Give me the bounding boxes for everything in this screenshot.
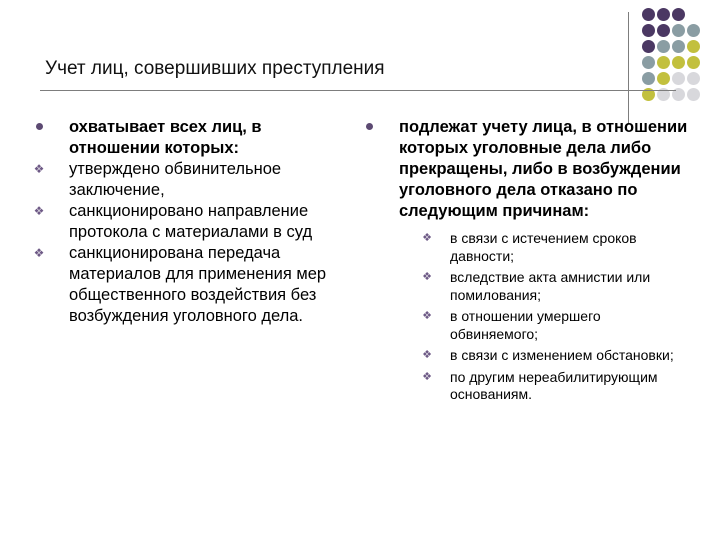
check-bullet-icon: ❖ [33,204,45,218]
check-bullet-icon: ❖ [422,232,432,244]
left-column [32,117,352,327]
reason-item [410,230,692,265]
left-item-text: санкционирована передача материалов для применения мер общественного воздействия без возбуждения уголовного дела. [69,244,327,325]
right-intro-text: подлежат учету лица, в отношении которых уголовные дела либо прекращены, либо в возбуждении уголовного дела отказано по следующим причинам: [399,118,688,220]
dot [657,56,670,69]
dot [657,72,670,85]
reason-text: в отношении умершего обвиняемого; [450,308,601,342]
circle-bullet-icon [32,117,46,138]
check-bullet-icon: ❖ [422,310,432,322]
dot [642,24,655,37]
left-item [32,243,352,327]
right-column [362,117,692,404]
left-intro [32,117,352,159]
dot [687,24,700,37]
circle-bullet-icon [362,117,376,138]
dot [672,56,685,69]
reason-item [410,347,692,365]
check-bullet-icon: ❖ [33,246,45,260]
reason-text: вследствие акта амнистии или помилования; [450,269,651,303]
title-underline [40,90,676,91]
dot [657,24,670,37]
dot [657,8,670,21]
left-item [32,201,352,243]
dot [642,8,655,21]
check-bullet-icon: ❖ [33,162,45,176]
left-item [32,159,352,201]
check-bullet-icon: ❖ [422,271,432,283]
slide-title: Учет лиц, совершивших преступления [45,58,385,79]
dot [642,72,655,85]
reason-text: по другим нереабилитирующим основаниям. [450,368,658,402]
dot [687,40,700,53]
dot [687,72,700,85]
reason-item [410,369,692,404]
dot [672,24,685,37]
reason-text: в связи с изменением обстановки; [450,347,674,363]
dot [672,40,685,53]
reason-item [410,308,692,343]
dot [642,56,655,69]
vertical-divider [628,12,629,124]
check-bullet-icon: ❖ [422,370,432,383]
left-intro-text: охватывает всех лиц, в отношении которых: [69,118,262,157]
left-item-text: утверждено обвинительное заключение, [69,160,282,199]
dot [642,40,655,53]
left-item-text: санкционировано направление протокола с материалами в суд [69,202,313,241]
dot [687,56,700,69]
check-bullet-icon: ❖ [422,349,432,361]
dot [672,72,685,85]
reason-text: в связи с истечением сроков давности; [450,230,637,264]
dot [672,8,685,21]
dot [687,88,700,101]
right-intro [362,117,692,222]
dot [657,40,670,53]
reasons-list [362,230,692,404]
reason-item [410,269,692,304]
